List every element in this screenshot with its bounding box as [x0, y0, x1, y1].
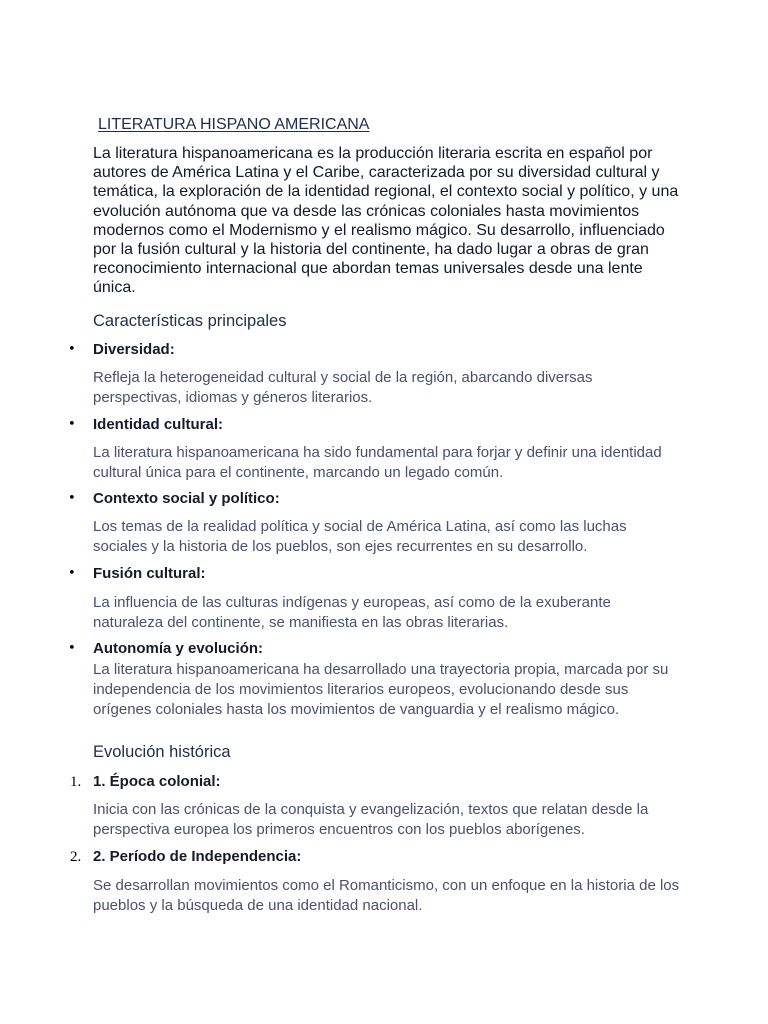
intro-paragraph: La literatura hispanoamericana es la producción literaria escrita en español por autores de América Latina y el Caribe, caracterizada por su diversidad cultural y temática, la exploración de la identidad regional, el contexto social y político, y una evolución autónoma que va desde las crónicas coloniales hasta movimientos modernos como el Modernismo y el realismo mágico. Su desarrollo, influenciado por la fusión cultural y la historia del continente, ha dado lugar a obras de gran reconocimiento internacional que abordan temas universales desde una lente única.	[93, 145, 679, 297]
bullet-label: Fusión cultural:	[93, 565, 206, 582]
bullet-icon: •	[68, 417, 76, 432]
bullet-icon: •	[68, 491, 76, 506]
bullet-text: Los temas de la realidad política y social de América Latina, así como las luchas sociales y la historia de los pueblos, son ejes recurrentes en su desarrollo.	[93, 518, 627, 555]
section-heading-evolucion: Evolución histórica	[93, 743, 231, 761]
bullet-icon: •	[68, 641, 76, 656]
numbered-label: 2. Período de Independencia:	[93, 848, 302, 865]
list-number: 2.	[70, 849, 82, 865]
bullet-label: Identidad cultural:	[93, 416, 224, 433]
bullet-icon: •	[68, 342, 76, 357]
list-number: 1.	[70, 774, 82, 790]
numbered-text: Inicia con las crónicas de la conquista y evangelización, textos que relatan desde la perspectiva europea los primeros encuentros con los pueblos aborígenes.	[93, 801, 649, 838]
bullet-text: La literatura hispanoamericana ha desarrollado una trayectoria propia, marcada por su independencia de los movimientos literarios europeos, evolucionando desde sus orígenes coloniales hasta los movimientos de vanguardia y el realismo mágico.	[93, 661, 669, 718]
bullet-label: Contexto social y político:	[93, 490, 280, 507]
bullet-text: La literatura hispanoamericana ha sido fundamental para forjar y definir una identidad cultural única para el continente, marcando un legado común.	[93, 444, 662, 481]
bullet-label: Diversidad:	[93, 341, 175, 358]
bullet-icon: •	[68, 566, 76, 581]
bullet-text: La influencia de las culturas indígenas y europeas, así como de la exuberante naturaleza del continente, se manifiesta en las obras literarias.	[93, 594, 611, 631]
numbered-label: 1. Época colonial:	[93, 773, 221, 790]
numbered-text: Se desarrollan movimientos como el Romanticismo, con un enfoque en la historia de los pueblos y la búsqueda de una identidad nacional.	[93, 877, 680, 914]
section-heading-caracteristicas: Características principales	[93, 312, 287, 330]
bullet-label: Autonomía y evolución:	[93, 640, 264, 657]
document-title: LITERATURA HISPANO AMERICANA	[98, 116, 370, 133]
bullet-text: Refleja la heterogeneidad cultural y social de la región, abarcando diversas perspectivas, idiomas y géneros literarios.	[93, 369, 593, 406]
